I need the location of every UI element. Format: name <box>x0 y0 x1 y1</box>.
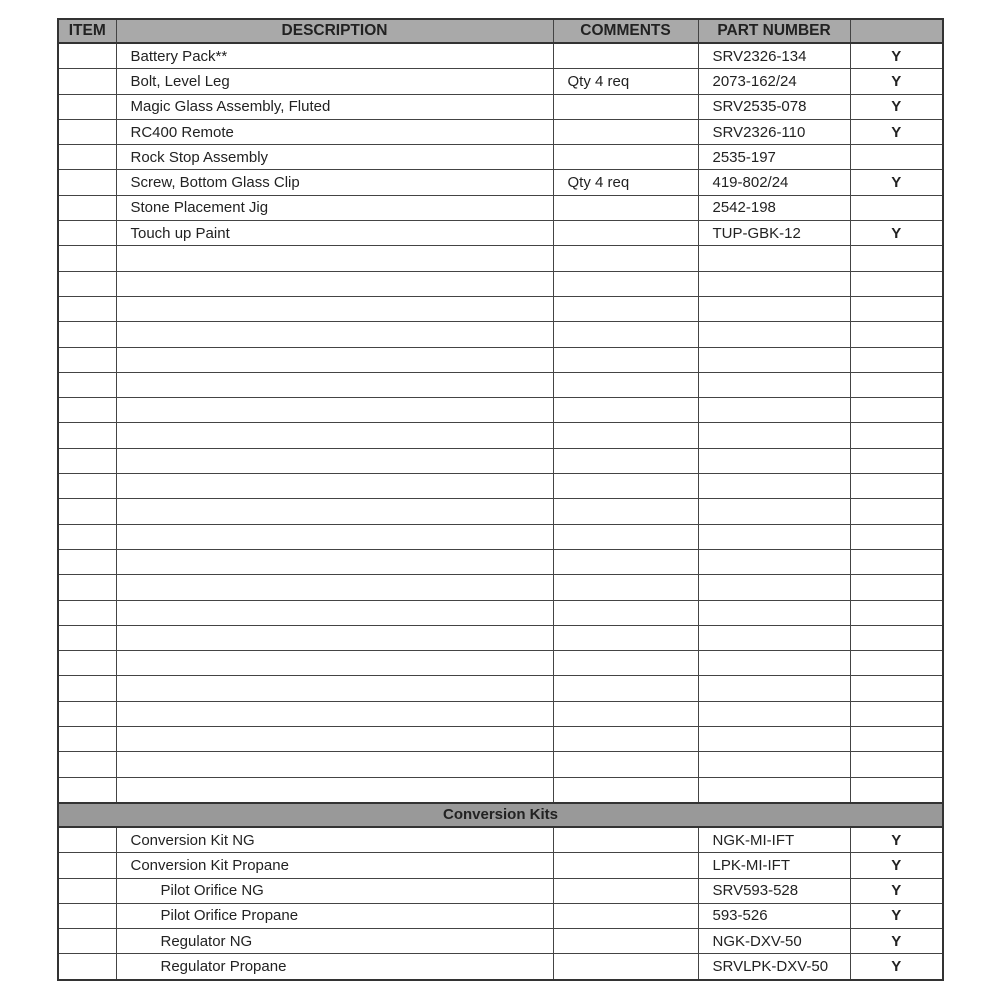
table-row <box>58 524 943 549</box>
flag-cell <box>850 296 943 321</box>
comments-cell <box>553 651 698 676</box>
flag-cell <box>850 575 943 600</box>
table-row <box>58 119 943 144</box>
comments-cell <box>553 752 698 777</box>
description-cell: Pilot Orifice Propane <box>116 903 553 928</box>
item-cell <box>58 752 116 777</box>
header-comments: COMMENTS <box>553 19 698 43</box>
flag-cell <box>850 271 943 296</box>
flag-cell <box>850 145 943 170</box>
table-row <box>58 625 943 650</box>
table-row <box>58 600 943 625</box>
part-number-cell: NGK-MI-IFT <box>698 827 850 853</box>
description-cell <box>116 499 553 524</box>
description-cell <box>116 474 553 499</box>
flag-cell <box>850 347 943 372</box>
description-cell: Bolt, Level Leg <box>116 69 553 94</box>
comments-cell <box>553 296 698 321</box>
flag-cell: Y <box>850 43 943 69</box>
item-cell <box>58 246 116 271</box>
item-cell <box>58 954 116 980</box>
table-row <box>58 676 943 701</box>
comments-cell <box>553 929 698 954</box>
flag-cell <box>850 651 943 676</box>
table-row <box>58 701 943 726</box>
description-cell: Regulator Propane <box>116 954 553 980</box>
comments-cell <box>553 145 698 170</box>
comments-cell <box>553 954 698 980</box>
flag-cell <box>850 398 943 423</box>
description-cell <box>116 296 553 321</box>
description-cell <box>116 575 553 600</box>
flag-cell: Y <box>850 94 943 119</box>
part-number-cell <box>698 777 850 803</box>
part-number-cell: SRV2535-078 <box>698 94 850 119</box>
flag-cell: Y <box>850 69 943 94</box>
flag-cell <box>850 423 943 448</box>
comments-cell <box>553 853 698 878</box>
description-cell <box>116 777 553 803</box>
comments-cell <box>553 701 698 726</box>
table-row <box>58 929 943 954</box>
flag-cell: Y <box>850 929 943 954</box>
comments-cell <box>553 727 698 752</box>
flag-cell <box>850 195 943 220</box>
description-cell: Rock Stop Assembly <box>116 145 553 170</box>
description-cell: Pilot Orifice NG <box>116 878 553 903</box>
flag-cell: Y <box>850 170 943 195</box>
table-row <box>58 69 943 94</box>
item-cell <box>58 903 116 928</box>
table-row <box>58 651 943 676</box>
description-cell <box>116 727 553 752</box>
item-cell <box>58 372 116 397</box>
table-row <box>58 827 943 853</box>
header-part-number: PART NUMBER <box>698 19 850 43</box>
table-row <box>58 170 943 195</box>
comments-cell <box>553 903 698 928</box>
item-cell <box>58 448 116 473</box>
part-number-cell <box>698 524 850 549</box>
flag-cell <box>850 448 943 473</box>
comments-cell <box>553 246 698 271</box>
part-number-cell: 2073-162/24 <box>698 69 850 94</box>
table-row <box>58 221 943 246</box>
part-number-cell: 2542-198 <box>698 195 850 220</box>
comments-cell <box>553 119 698 144</box>
item-cell <box>58 43 116 69</box>
flag-cell: Y <box>850 827 943 853</box>
item-cell <box>58 625 116 650</box>
table-row <box>58 752 943 777</box>
description-cell: Regulator NG <box>116 929 553 954</box>
part-number-cell <box>698 549 850 574</box>
item-cell <box>58 145 116 170</box>
item-cell <box>58 676 116 701</box>
header-description: DESCRIPTION <box>116 19 553 43</box>
item-cell <box>58 322 116 347</box>
item-cell <box>58 119 116 144</box>
flag-cell: Y <box>850 221 943 246</box>
item-cell <box>58 575 116 600</box>
description-cell: Battery Pack** <box>116 43 553 69</box>
comments-cell <box>553 524 698 549</box>
item-cell <box>58 701 116 726</box>
flag-cell <box>850 372 943 397</box>
description-cell <box>116 752 553 777</box>
item-cell <box>58 651 116 676</box>
item-cell <box>58 549 116 574</box>
part-number-cell: 419-802/24 <box>698 170 850 195</box>
flag-cell <box>850 777 943 803</box>
comments-cell <box>553 347 698 372</box>
part-number-cell: LPK-MI-IFT <box>698 853 850 878</box>
flag-cell <box>850 499 943 524</box>
comments-cell <box>553 448 698 473</box>
part-number-cell <box>698 372 850 397</box>
description-cell: Conversion Kit NG <box>116 827 553 853</box>
item-cell <box>58 398 116 423</box>
description-cell <box>116 448 553 473</box>
item-cell <box>58 221 116 246</box>
table-row <box>58 499 943 524</box>
comments-cell <box>553 195 698 220</box>
flag-cell: Y <box>850 954 943 980</box>
part-number-cell <box>698 322 850 347</box>
part-number-cell: SRV2326-134 <box>698 43 850 69</box>
table-row <box>58 398 943 423</box>
item-cell <box>58 69 116 94</box>
table-row <box>58 195 943 220</box>
flag-cell <box>850 322 943 347</box>
description-cell <box>116 423 553 448</box>
table-row <box>58 43 943 69</box>
table-row <box>58 145 943 170</box>
part-number-cell <box>698 474 850 499</box>
table-row <box>58 549 943 574</box>
flag-cell <box>850 600 943 625</box>
table-row <box>58 372 943 397</box>
description-cell: Conversion Kit Propane <box>116 853 553 878</box>
comments-cell <box>553 322 698 347</box>
item-cell <box>58 853 116 878</box>
description-cell <box>116 701 553 726</box>
section-title: Conversion Kits <box>58 803 943 827</box>
item-cell <box>58 195 116 220</box>
part-number-cell <box>698 625 850 650</box>
part-number-cell: SRV593-528 <box>698 878 850 903</box>
comments-cell <box>553 372 698 397</box>
header-item: ITEM <box>58 19 116 43</box>
comments-cell <box>553 94 698 119</box>
table-row <box>58 903 943 928</box>
table-row <box>58 878 943 903</box>
part-number-cell: TUP-GBK-12 <box>698 221 850 246</box>
flag-cell <box>850 474 943 499</box>
comments-cell <box>553 575 698 600</box>
flag-cell <box>850 727 943 752</box>
part-number-cell <box>698 575 850 600</box>
description-cell <box>116 676 553 701</box>
part-number-cell <box>698 701 850 726</box>
item-cell <box>58 929 116 954</box>
description-cell <box>116 271 553 296</box>
flag-cell <box>850 752 943 777</box>
table-row <box>58 575 943 600</box>
item-cell <box>58 727 116 752</box>
flag-cell: Y <box>850 878 943 903</box>
part-number-cell: 593-526 <box>698 903 850 928</box>
description-cell <box>116 651 553 676</box>
comments-cell <box>553 221 698 246</box>
description-cell <box>116 398 553 423</box>
comments-cell <box>553 549 698 574</box>
parts-table <box>57 18 944 981</box>
part-number-cell: SRV2326-110 <box>698 119 850 144</box>
item-cell <box>58 499 116 524</box>
comments-cell <box>553 827 698 853</box>
item-cell <box>58 271 116 296</box>
item-cell <box>58 474 116 499</box>
comments-cell <box>553 878 698 903</box>
comments-cell <box>553 474 698 499</box>
table-row <box>58 777 943 803</box>
item-cell <box>58 600 116 625</box>
flag-cell <box>850 524 943 549</box>
table-row <box>58 271 943 296</box>
description-cell: Stone Placement Jig <box>116 195 553 220</box>
comments-cell <box>553 398 698 423</box>
part-number-cell <box>698 499 850 524</box>
item-cell <box>58 170 116 195</box>
item-cell <box>58 878 116 903</box>
table-row <box>58 322 943 347</box>
table-row <box>58 423 943 448</box>
comments-cell <box>553 423 698 448</box>
description-cell: Screw, Bottom Glass Clip <box>116 170 553 195</box>
description-cell: Magic Glass Assembly, Fluted <box>116 94 553 119</box>
flag-cell <box>850 549 943 574</box>
item-cell <box>58 827 116 853</box>
description-cell: RC400 Remote <box>116 119 553 144</box>
flag-cell <box>850 625 943 650</box>
item-cell <box>58 94 116 119</box>
description-cell <box>116 625 553 650</box>
description-cell <box>116 347 553 372</box>
table-row <box>58 474 943 499</box>
table-header-row <box>58 19 943 43</box>
part-number-cell <box>698 423 850 448</box>
part-number-cell <box>698 676 850 701</box>
header-flag <box>850 19 943 43</box>
part-number-cell <box>698 752 850 777</box>
description-cell <box>116 246 553 271</box>
part-number-cell <box>698 727 850 752</box>
part-number-cell <box>698 651 850 676</box>
description-cell <box>116 372 553 397</box>
description-cell: Touch up Paint <box>116 221 553 246</box>
table-row <box>58 94 943 119</box>
item-cell <box>58 296 116 321</box>
comments-cell <box>553 499 698 524</box>
flag-cell: Y <box>850 903 943 928</box>
part-number-cell <box>698 296 850 321</box>
comments-cell <box>553 676 698 701</box>
comments-cell <box>553 625 698 650</box>
item-cell <box>58 777 116 803</box>
table-row <box>58 296 943 321</box>
flag-cell <box>850 676 943 701</box>
part-number-cell <box>698 448 850 473</box>
part-number-cell <box>698 347 850 372</box>
table-row <box>58 448 943 473</box>
table-row <box>58 853 943 878</box>
comments-cell <box>553 600 698 625</box>
part-number-cell: 2535-197 <box>698 145 850 170</box>
item-cell <box>58 347 116 372</box>
flag-cell: Y <box>850 119 943 144</box>
part-number-cell <box>698 600 850 625</box>
table-row <box>58 954 943 980</box>
flag-cell: Y <box>850 853 943 878</box>
table-row <box>58 347 943 372</box>
description-cell <box>116 322 553 347</box>
description-cell <box>116 600 553 625</box>
part-number-cell: SRVLPK-DXV-50 <box>698 954 850 980</box>
item-cell <box>58 524 116 549</box>
comments-cell <box>553 271 698 296</box>
flag-cell <box>850 701 943 726</box>
description-cell <box>116 524 553 549</box>
table-row <box>58 727 943 752</box>
comments-cell: Qty 4 req <box>553 69 698 94</box>
description-cell <box>116 549 553 574</box>
comments-cell <box>553 43 698 69</box>
table-row <box>58 246 943 271</box>
comments-cell <box>553 777 698 803</box>
flag-cell <box>850 246 943 271</box>
part-number-cell <box>698 398 850 423</box>
item-cell <box>58 423 116 448</box>
part-number-cell <box>698 271 850 296</box>
comments-cell: Qty 4 req <box>553 170 698 195</box>
part-number-cell: NGK-DXV-50 <box>698 929 850 954</box>
part-number-cell <box>698 246 850 271</box>
section-header-row <box>58 803 943 827</box>
